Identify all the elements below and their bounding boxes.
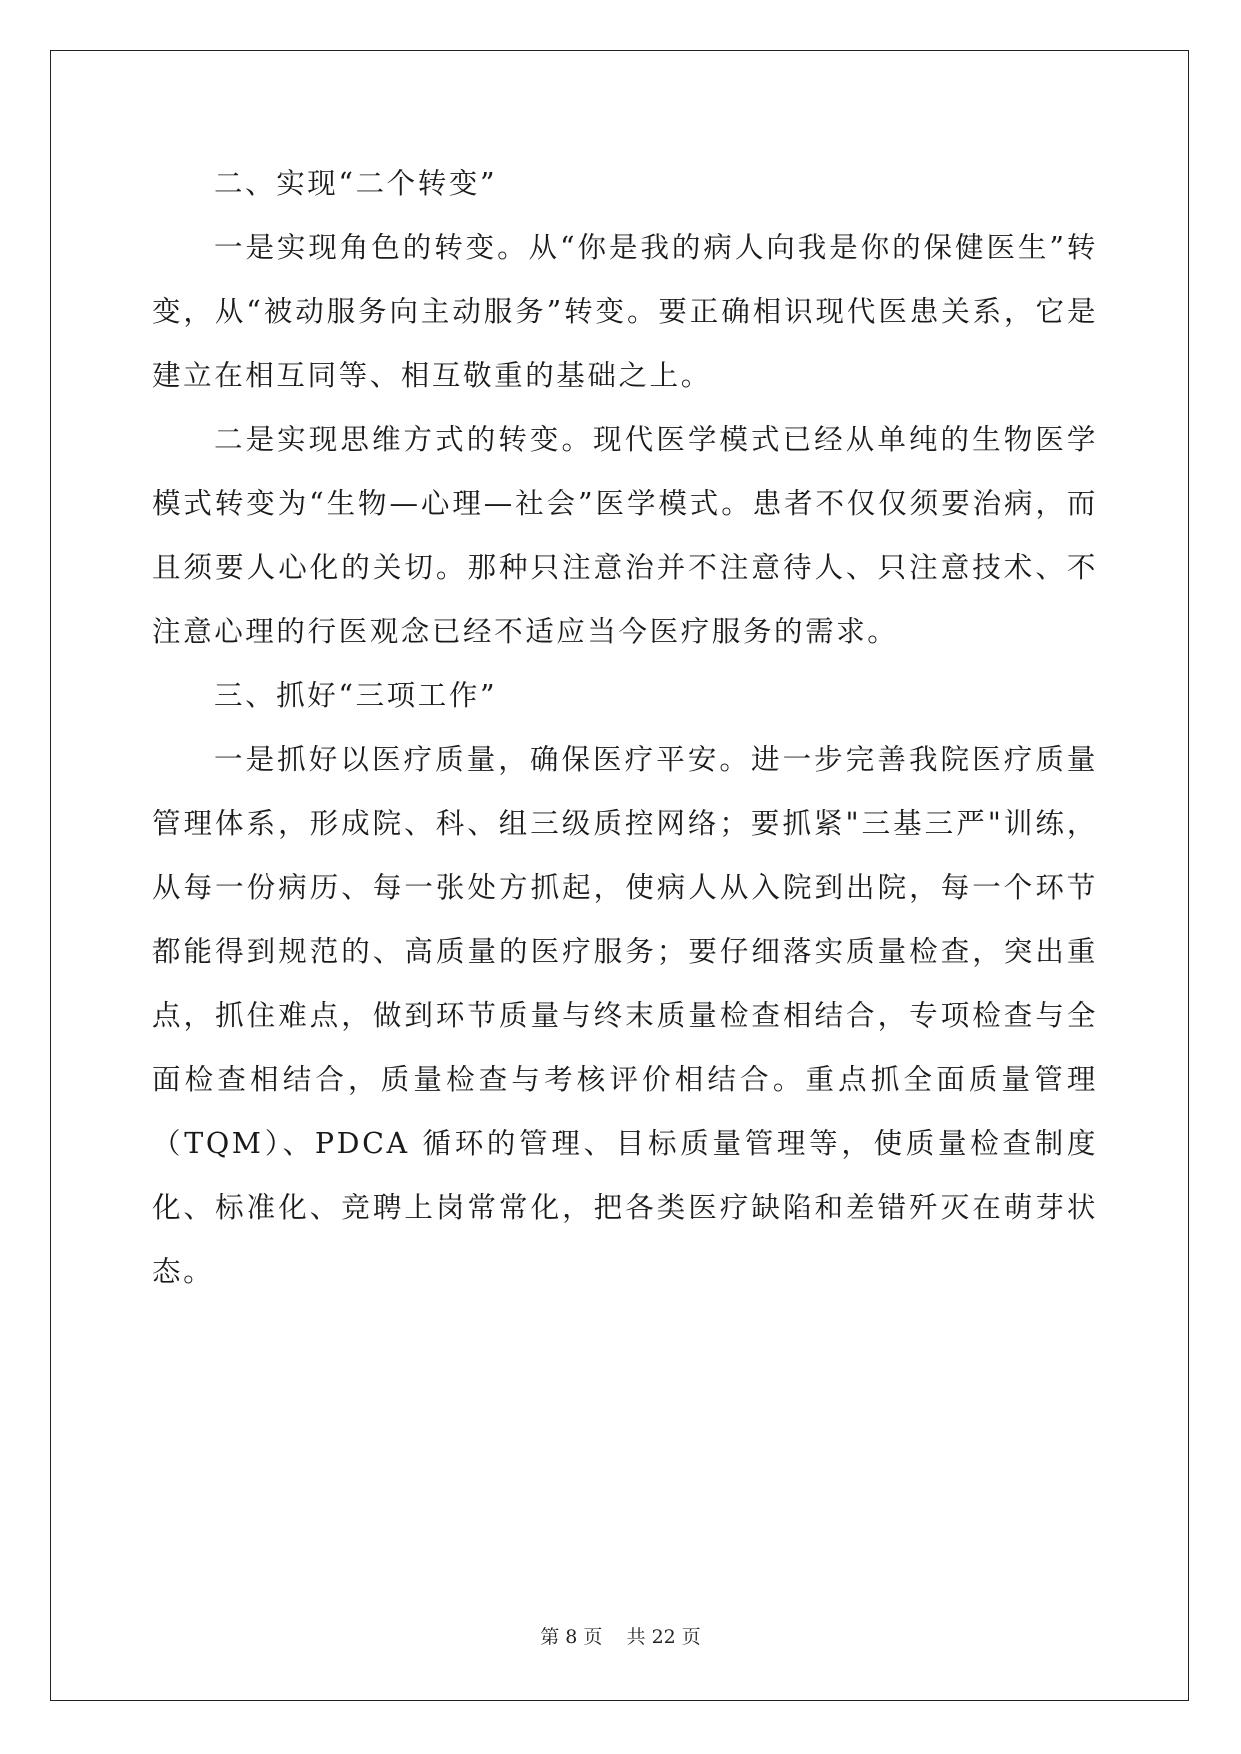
paragraph: 二是实现思维方式的转变。现代医学模式已经从单纯的生物医学模式转变为“生物—心理—社会”医学模式。患者不仅仅须要治病，而且须要人心化的关切。那种只注意治并不注意待人、只注意技术、不注意心理的行医观念已经不适应当今医疗服务的需求。 [152, 423, 1098, 648]
section-heading: 三、抓好“三项工作” [214, 679, 498, 712]
document-body [152, 152, 1098, 1304]
page-total: 共 22 页 [626, 1626, 701, 1648]
section-heading: 二、实现“二个转变” [214, 167, 498, 200]
page-number: 第 8 页 [540, 1626, 603, 1648]
paragraph: 一是实现角色的转变。从“你是我的病人向我是你的保健医生”转变，从“被动服务向主动服务”转变。要正确相识现代医患关系，它是建立在相互同等、相互敬重的基础之上。 [152, 231, 1098, 392]
paragraph: 一是抓好以医疗质量，确保医疗平安。进一步完善我院医疗质量管理体系，形成院、科、组三级质控网络；要抓紧"三基三严"训练，从每一份病历、每一张处方抓起，使病人从入院到出院，每一个环节都能得到规范的、高质量的医疗服务；要仔细落实质量检查，突出重点，抓住难点，做到环节质量与终末质量检查相结合，专项检查与全面检查相结合，质量检查与考核评价相结合。重点抓全面质量管理（TQM）、PDCA 循环的管理、目标质量管理等，使质量检查制度化、标准化、竞聘上岗常常化，把各类医疗缺陷和差错歼灭在萌芽状态。 [152, 743, 1098, 1288]
page-footer [0, 1622, 1241, 1649]
